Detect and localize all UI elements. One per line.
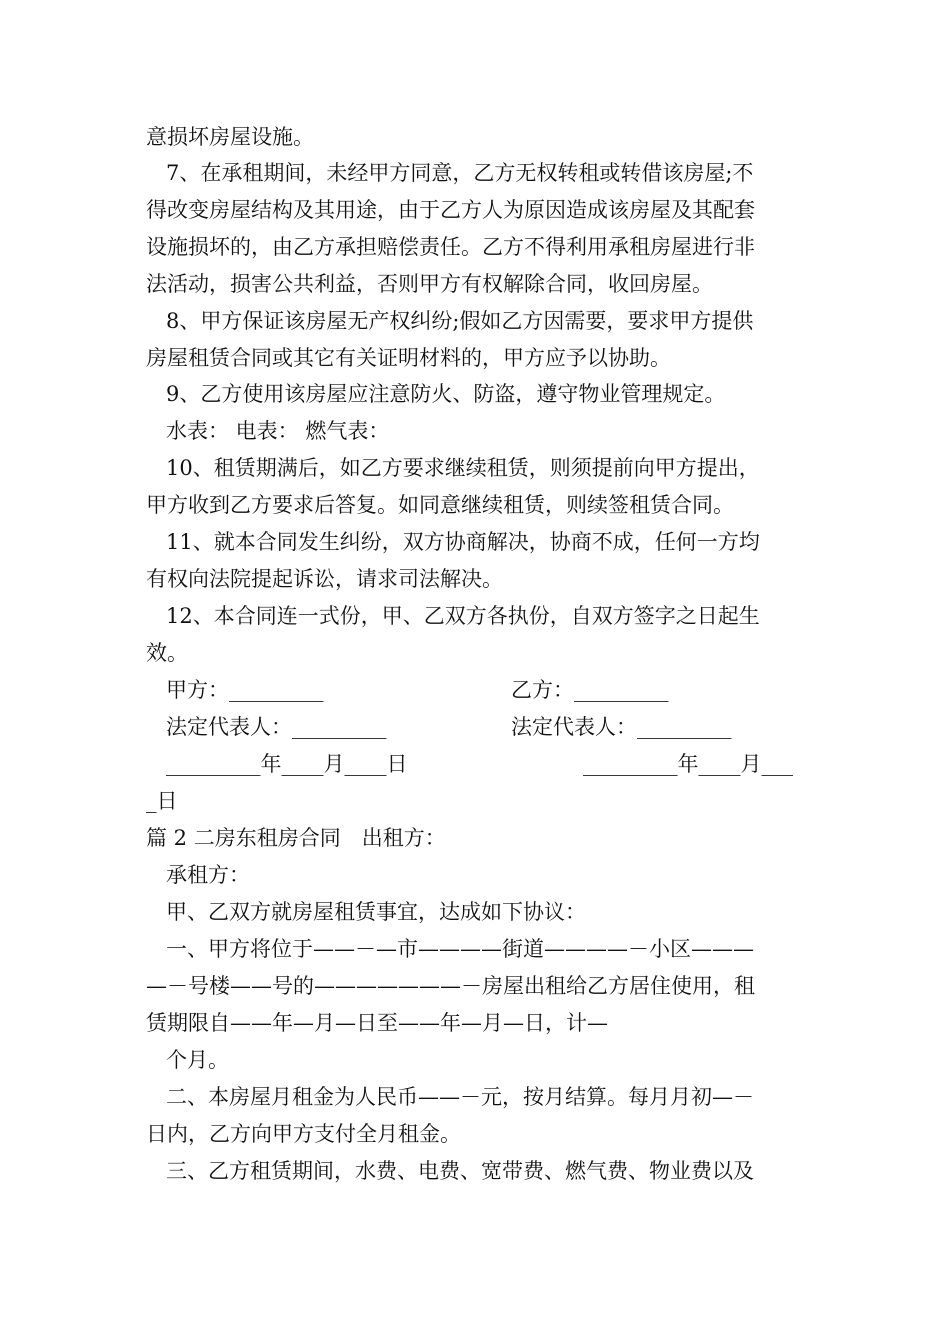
lessee-line: 承租方：: [166, 863, 250, 887]
text-line: 设施损坏的，由乙方承担赔偿责任。乙方不得利用承租房屋进行非: [146, 235, 755, 259]
text-line: 意损坏房屋设施。: [146, 125, 314, 149]
text-line: 甲方收到乙方要求后答复。如同意继续租赁，则续签租赁合同。: [146, 493, 734, 517]
text-line: 赁期限自——年—月—日至——年—月—日，计—: [146, 1011, 608, 1035]
text-line: 个月。: [166, 1048, 229, 1072]
text-line: 房屋租赁合同或其它有关证明材料的，甲方应予以协助。: [146, 346, 671, 370]
text-line: 日内，乙方向甲方支付全月租金。: [146, 1122, 461, 1146]
clause-three-line: 三、乙方租赁期间，水费、电费、宽带费、燃气费、物业费以及: [166, 1159, 754, 1183]
text-line: 法活动，损害公共利益，否则甲方有权解除合同，收回房屋。: [146, 272, 713, 296]
party-b-representative: 法定代表人：_________: [511, 715, 732, 739]
party-b-signature: 乙方：_________: [511, 678, 669, 702]
party-a-representative: 法定代表人：_________: [166, 715, 387, 739]
text-line: —－号楼——号的———————－房屋出租给乙方居住使用，租: [146, 974, 755, 998]
text-line: 有权向法院提起诉讼，请求司法解决。: [146, 567, 503, 591]
clause-10-line: 10、租赁期满后，如乙方要求继续租赁，则须提前向甲方提出，: [166, 456, 760, 480]
clause-9-line: 9、乙方使用该房屋应注意防火、防盗，遵守物业管理规定。: [166, 382, 726, 406]
meters-line: 水表： 电表： 燃气表：: [166, 419, 390, 443]
clause-11-line: 11、就本合同发生纠纷，双方协商解决，协商不成，任何一方均: [166, 530, 760, 554]
text-line: 得改变房屋结构及其用途，由于乙方人为原因造成该房屋及其配套: [146, 198, 755, 222]
clause-8-line: 8、甲方保证该房屋无产权纠纷;假如乙方因需要，要求甲方提供: [166, 309, 754, 333]
clause-7-line: 7、在承租期间，未经甲方同意，乙方无权转租或转借该房屋;不: [166, 161, 754, 185]
agreement-intro: 甲、乙双方就房屋租赁事宜，达成如下协议：: [166, 900, 586, 924]
party-b-date-cont: _日: [146, 789, 178, 813]
party-a-date: _________年____月____日: [166, 752, 408, 776]
clause-12-line: 12、本合同连一式份，甲、乙双方各执份，自双方签字之日起生: [166, 604, 760, 628]
party-b-date: _________年____月___: [583, 752, 793, 776]
clause-two-line: 二、本房屋月租金为人民币——－元，按月结算。每月月初—－: [166, 1085, 754, 1109]
section-heading: 篇 2 二房东租房合同 出租方：: [146, 826, 446, 850]
text-line: 效。: [146, 641, 188, 665]
party-a-signature: 甲方：_________: [166, 678, 324, 702]
clause-one-line: 一、甲方将位于——－—市————街道————－小区———: [166, 937, 754, 961]
